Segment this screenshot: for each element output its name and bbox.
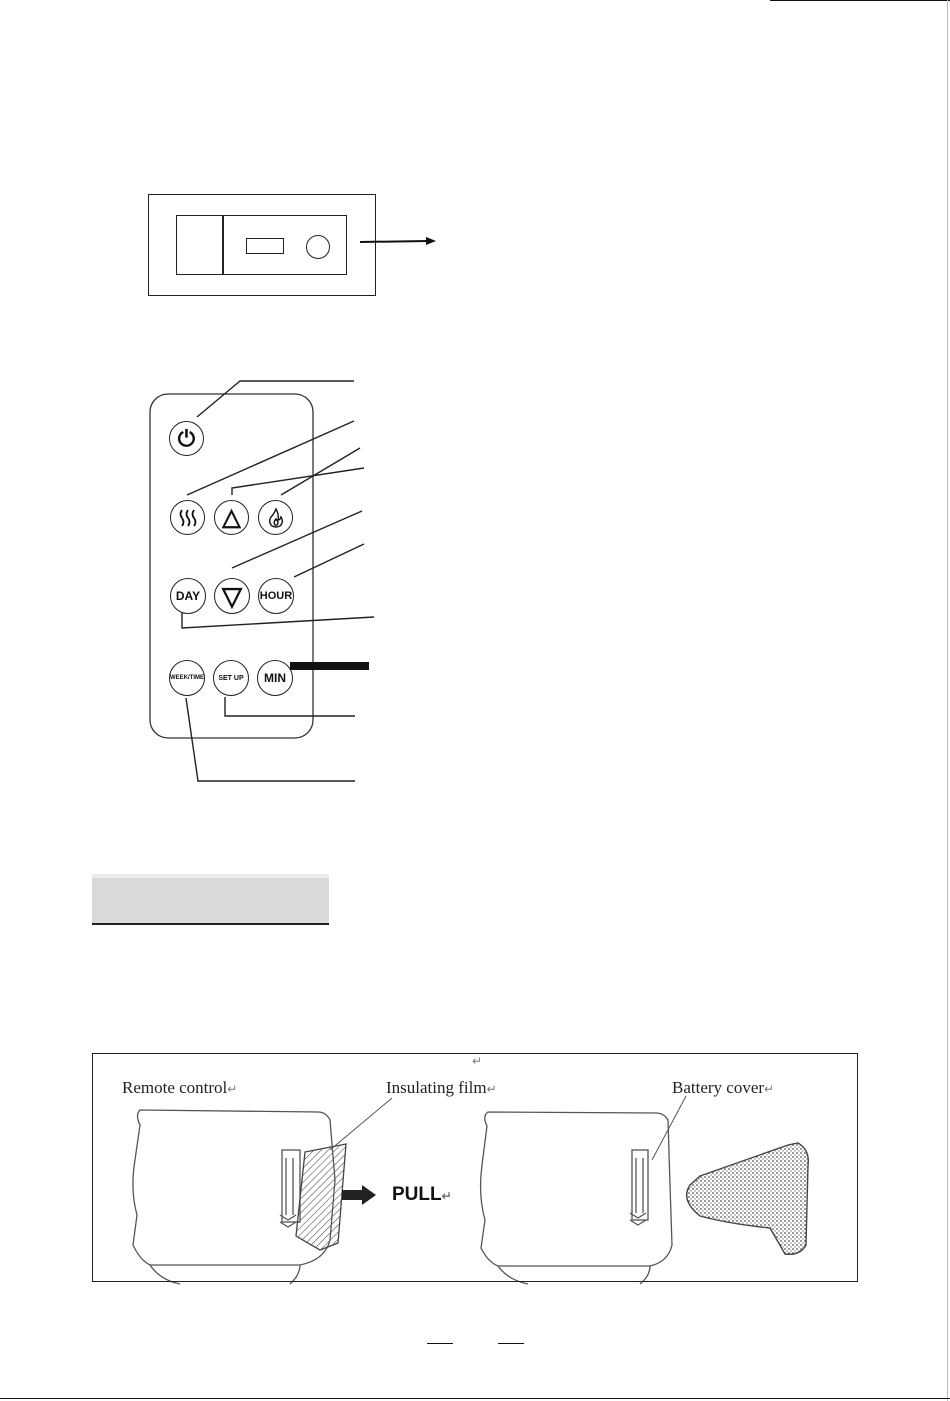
return-mark: ↵ bbox=[486, 1082, 497, 1096]
callout-min-bar bbox=[290, 662, 369, 670]
battery-cover-label bbox=[672, 1078, 774, 1098]
remote-control-label-text: Remote control bbox=[122, 1078, 228, 1097]
callout-down bbox=[232, 511, 362, 568]
flame-button[interactable] bbox=[258, 500, 293, 535]
up-button[interactable] bbox=[214, 500, 249, 535]
pull-label-text: PULL bbox=[392, 1184, 442, 1205]
power-button[interactable] bbox=[169, 421, 204, 456]
return-mark: ↵ bbox=[227, 1082, 238, 1096]
panel-arrow bbox=[360, 237, 436, 245]
page-number-underline-left bbox=[427, 1343, 453, 1344]
section-header bbox=[92, 874, 329, 925]
insulating-film-label bbox=[386, 1078, 497, 1098]
day-button-label: DAY bbox=[175, 589, 201, 603]
callout-week-time bbox=[186, 698, 355, 781]
return-mark: ↵ bbox=[441, 1189, 452, 1203]
power-icon: ⏻ bbox=[177, 425, 196, 451]
week-time-button[interactable] bbox=[169, 660, 205, 696]
heat-button[interactable] bbox=[170, 500, 205, 535]
callout-heat bbox=[187, 421, 354, 495]
down-arrow-icon: ▽ bbox=[222, 581, 242, 611]
return-mark: ↵ bbox=[472, 1054, 483, 1068]
set-up-button-label: SET UP bbox=[218, 674, 244, 682]
down-button[interactable] bbox=[214, 578, 250, 614]
day-button[interactable] bbox=[170, 578, 206, 614]
hour-button-label: HOUR bbox=[259, 589, 293, 602]
heat-waves-icon bbox=[177, 507, 199, 529]
return-mark: ↵ bbox=[764, 1082, 775, 1096]
section-header-highlight bbox=[92, 874, 329, 878]
set-up-button[interactable] bbox=[213, 660, 249, 696]
up-arrow-icon: △ bbox=[222, 503, 241, 531]
min-button[interactable] bbox=[257, 660, 293, 696]
hour-button[interactable] bbox=[258, 578, 294, 614]
battery-cover-label-text: Battery cover bbox=[672, 1078, 765, 1097]
week-time-button-label: WEEK/TIME bbox=[170, 675, 204, 681]
callout-hour bbox=[294, 544, 364, 577]
min-button-label: MIN bbox=[264, 671, 286, 685]
remote-control-label bbox=[122, 1078, 237, 1098]
flame-icon bbox=[265, 507, 287, 529]
callout-day bbox=[182, 613, 374, 628]
callout-power bbox=[197, 381, 354, 417]
page-number-underline-right bbox=[498, 1343, 524, 1344]
insulating-film-label-text: Insulating film bbox=[386, 1078, 487, 1097]
pull-label bbox=[392, 1184, 452, 1206]
callout-up bbox=[232, 468, 364, 495]
callout-flame bbox=[281, 448, 360, 495]
callout-setup bbox=[225, 697, 355, 716]
